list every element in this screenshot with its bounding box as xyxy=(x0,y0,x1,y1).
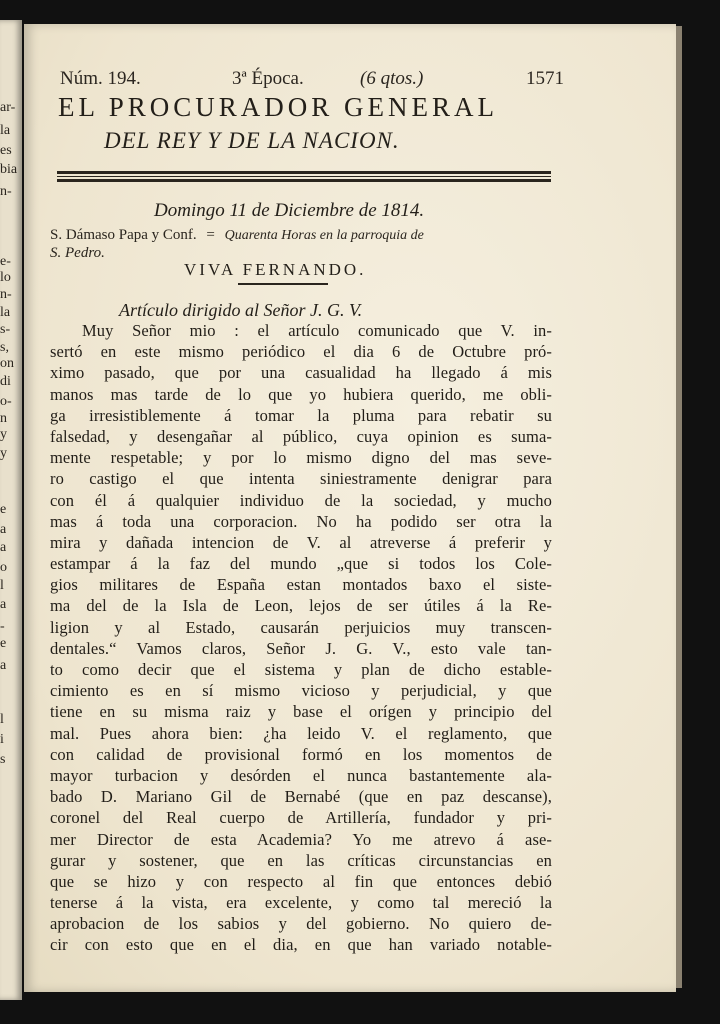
article-line: manos mas tarde de lo que yo hubiera querido, me obli- xyxy=(50,384,552,404)
article-line: tiene en su misma raiz y base el orígen y principio del xyxy=(50,702,552,722)
article-title: Artículo dirigido al Señor J. G. V. xyxy=(119,300,363,320)
newspaper-title: EL PROCURADOR GENERAL xyxy=(58,92,499,122)
article-line: cimiento es en sí mismo vicioso y perjudicial, y que xyxy=(50,681,552,701)
article-line: sertó en este mismo periódico el dia 6 de Octubre pró- xyxy=(50,342,552,362)
previous-page-edge xyxy=(0,20,22,1000)
devotion-continued: S. Pedro. xyxy=(50,245,105,261)
article-line: aprobacion de los sabios y del gobierno. No quiero de- xyxy=(50,914,552,934)
left-page-fragment: bia xyxy=(0,162,18,177)
left-page-fragment: a xyxy=(0,658,7,673)
masthead-rule-mid xyxy=(57,176,551,177)
article-line: ro castigo el que intenta siniestramente denigrar para xyxy=(50,469,552,489)
left-page-fragment: e xyxy=(0,636,7,651)
article-line: falsedad, y desengañar al público, cuya opinion es suma- xyxy=(50,426,552,446)
article-line: cir con esto que en el dia, en que han variado notable- xyxy=(50,935,552,955)
article-line: con calidad de provisional formó en los momentos de xyxy=(50,744,552,764)
left-page-fragment: l xyxy=(0,578,4,593)
left-page-fragment: o- xyxy=(0,394,12,409)
motto: VIVA FERNANDO. xyxy=(184,260,367,279)
article-line: mas á toda una corporacion. No ha podido ser otra la xyxy=(50,511,552,531)
left-page-fragment: o xyxy=(0,560,7,575)
left-page-fragment: - xyxy=(0,619,5,634)
article-body xyxy=(50,320,552,956)
page-number: 1571 xyxy=(526,68,564,89)
epoch-label: 3ª Época. xyxy=(232,68,304,89)
article-line: tenerse á la vista, era excelente, y como tal mereció la xyxy=(50,893,552,913)
page-edge-shadow xyxy=(676,26,682,988)
newspaper-subtitle: DEL REY Y DE LA NACION. xyxy=(104,128,400,153)
article-line: bado D. Mariano Gil de Bernabé (que en paz descanse), xyxy=(50,787,552,807)
left-page-fragment: a xyxy=(0,597,7,612)
article-line: ga irresistiblemente á tomar la pluma para rebatir su xyxy=(50,405,552,425)
article-line: gurar y sostener, que en las críticas circunstancias en xyxy=(50,850,552,870)
issue-date: Domingo 11 de Diciembre de 1814. xyxy=(154,200,425,221)
saint-separator: = xyxy=(206,227,215,243)
left-page-fragment: n- xyxy=(0,184,12,199)
left-page-fragment: la xyxy=(0,123,11,138)
article-line: to como decir que el sistema y plan de dicho estable- xyxy=(50,660,552,679)
left-page-fragment: n xyxy=(0,411,7,426)
left-page-fragment: on xyxy=(0,356,14,371)
left-page-fragment: y xyxy=(0,427,7,442)
left-page-fragment: s xyxy=(0,752,6,767)
article-line: con él á qualquier individuo de la sociedad, y mucho xyxy=(50,490,552,510)
issue-number: Núm. 194. xyxy=(60,68,141,89)
left-page-fragment: l xyxy=(0,712,4,727)
left-page-fragment: e- xyxy=(0,254,11,269)
article-line: que se hizo y con respecto al fin que entonces debió xyxy=(50,871,552,891)
motto-ornament xyxy=(238,283,328,285)
left-page-fragment: di xyxy=(0,374,11,389)
article-line: dentales.“ Vamos claros, Señor J. G. V., esto vale tan- xyxy=(50,638,552,658)
saint-name: S. Dámaso Papa y Conf. xyxy=(50,227,197,243)
article-line: ligion y al Estado, causarán perjuicios muy transcen- xyxy=(50,617,552,637)
article-line: ma del de la Isla de Leon, lejos de ser útiles á la Re- xyxy=(50,596,552,616)
left-page-fragment: i xyxy=(0,732,4,747)
left-page-fragment: la xyxy=(0,305,11,320)
article-line: Muy Señor mio : el artículo comunicado que V. in- xyxy=(82,321,552,340)
article-line: ximo pasado, que por una casualidad ha llegado á mis xyxy=(50,363,552,383)
newspaper-page xyxy=(24,24,676,992)
price-label: (6 qtos.) xyxy=(360,68,424,89)
left-page-fragment: y xyxy=(0,446,7,461)
article-line: mayor turbacion y desórden el nunca bastantemente ala- xyxy=(50,765,552,785)
left-page-fragment: e xyxy=(0,502,7,517)
left-page-fragment: lo xyxy=(0,270,11,285)
masthead-rule-top xyxy=(57,171,551,174)
left-page-fragment: n- xyxy=(0,287,12,302)
article-line: mira y dañada intencion de V. al atreverse á preferir y xyxy=(50,532,552,552)
article-line: mer Director de esta Academia? Yo me atrevo á ase- xyxy=(50,829,552,849)
left-page-fragment: ar- xyxy=(0,100,16,115)
saint-of-day xyxy=(50,227,560,244)
left-page-fragment: a xyxy=(0,540,7,555)
article-line: mal. Pues ahora bien: ¿ha leido V. el reglamento, que xyxy=(50,723,552,743)
left-page-fragment: es xyxy=(0,143,12,158)
left-page-fragment: a xyxy=(0,522,7,537)
article-line: mente respetable; y por lo mismo digno del mas seve- xyxy=(50,448,552,468)
left-page-fragment: s, xyxy=(0,340,9,355)
article-line: coronel del Real cuerpo de Artillería, fundador y pri- xyxy=(50,808,552,828)
masthead-rule-bottom xyxy=(57,179,551,182)
devotion-text: Quarenta Horas en la parroquia de xyxy=(224,228,424,243)
left-page-fragment: s- xyxy=(0,322,11,337)
article-line: gios militares de España estan montados baxo el siste- xyxy=(50,575,552,595)
article-line: estampar á la faz del mundo „que si todos los Cole- xyxy=(50,554,552,574)
